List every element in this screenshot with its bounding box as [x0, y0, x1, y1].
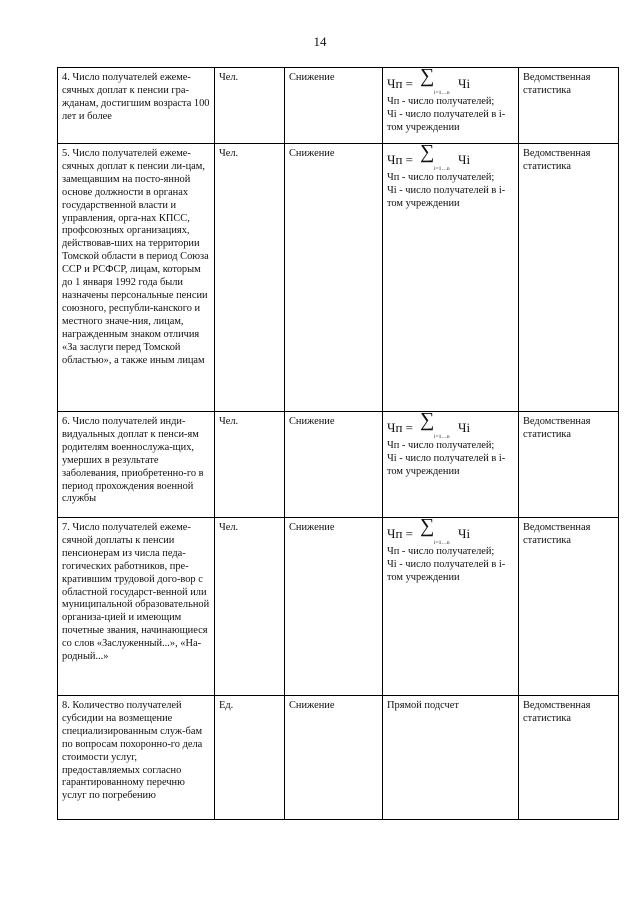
formula-legend-total: Чп - число получателей; [387, 546, 495, 557]
trend-cell: Снижение [285, 68, 383, 144]
formula-legend-institution: Чi - число получателей в i-том учреждении [387, 452, 506, 477]
indicator-name: 5. Число получателей ежеме-сячных доплат к пенсии ли-цам, замещавшим на посто-янной основе должности в органах государственной власти и управления, орга-нах КПСС, профсоюзных организациях, действовав-ших на территории Томской области в период Союза ССР и РСФСР, лицам, которым до 1 января 1992 года были назначены персональные пенсии союзного, республи-канского и местного значе-ния, лицам, награжденным знаком отличия «За заслуги перед Томской областью», а также иным лицам [58, 144, 215, 412]
formula-legend-total: Чп - число получателей; [387, 96, 495, 107]
trend-cell: Снижение [285, 144, 383, 412]
sum-formula [387, 409, 514, 440]
page-number: 14 [313, 34, 327, 49]
formula-legend-institution: Чi - число получателей в i-том учреждении [387, 108, 506, 133]
formula-legend-institution: Чi - число получателей в i-том учреждении [387, 558, 506, 583]
source-cell: Ведомственная статистика [519, 696, 619, 820]
sum-sign: ∑ [420, 409, 435, 431]
table-row [58, 68, 619, 144]
indicator-name: 7. Число получателей ежеме-сячной доплаты к пенсии пенсионерам из числа педа-гогических работников, пре-кратившим трудовой дого-вор с областной государст-венной или муниципальной образовательной организа-цией и имеющим почетные звания, начинающиеся со слов «Заслуженный...», «На-родный...» [58, 518, 215, 696]
indicator-name: 8. Количество получателей субсидии на возмещение специализированным служ-бам по вопросам похоронно-го дела стоимости услуг, предоставляемых согласно гарантированному перечню услуг по погребению [58, 696, 215, 820]
formula-rhs: Чi [458, 526, 471, 541]
source-cell: Ведомственная статистика [519, 518, 619, 696]
sum-sign: ∑ [420, 65, 435, 87]
unit-cell: Чел. [215, 518, 285, 696]
source-cell: Ведомственная статистика [519, 68, 619, 144]
sum-index: i=1…n [434, 540, 450, 546]
formula-lhs: Чп = [387, 526, 413, 541]
formula-lhs: Чп = [387, 420, 413, 435]
table-row [58, 144, 619, 412]
sum-formula [387, 141, 514, 172]
formula-legend-total: Чп - число получателей; [387, 172, 495, 183]
method-cell [383, 65, 519, 144]
trend-cell: Снижение [285, 518, 383, 696]
trend-cell: Снижение [285, 696, 383, 820]
indicator-name: 6. Число получателей инди-видуальных доплат к пенси-ям родителям военнослужа-щих, умерших в результате заболевания, приобретенно-го в период прохождения военной службы [58, 412, 215, 518]
sum-index: i=1…n [434, 434, 450, 440]
formula-lhs: Чп = [387, 76, 413, 91]
unit-cell: Чел. [215, 412, 285, 518]
sum-index: i=1…n [434, 90, 450, 96]
unit-cell: Чел. [215, 68, 285, 144]
formula-lhs: Чп = [387, 152, 413, 167]
formula-legend-total: Чп - число получателей; [387, 440, 495, 451]
indicators-table [57, 67, 619, 820]
formula-rhs: Чi [458, 76, 471, 91]
table-row [58, 412, 619, 518]
source-cell: Ведомственная статистика [519, 144, 619, 412]
method-cell: Прямой подсчет [383, 696, 519, 820]
sum-index: i=1…n [434, 166, 450, 172]
sum-formula [387, 65, 514, 96]
source-cell: Ведомственная статистика [519, 412, 619, 518]
table-row [58, 696, 619, 820]
formula-rhs: Чi [458, 420, 471, 435]
method-cell [383, 515, 519, 696]
indicator-name: 4. Число получателей ежеме-сячных доплат к пенсии гра-жданам, достигшим возраста 100 лет и более [58, 68, 215, 144]
trend-cell: Снижение [285, 412, 383, 518]
sum-formula [387, 515, 514, 546]
unit-cell: Чел. [215, 144, 285, 412]
sum-sign: ∑ [420, 141, 435, 163]
unit-cell: Ед. [215, 696, 285, 820]
sum-sign: ∑ [420, 515, 435, 537]
formula-rhs: Чi [458, 152, 471, 167]
method-cell [383, 409, 519, 518]
table-row [58, 518, 619, 696]
formula-legend-institution: Чi - число получателей в i-том учреждении [387, 184, 506, 209]
method-cell [383, 141, 519, 412]
